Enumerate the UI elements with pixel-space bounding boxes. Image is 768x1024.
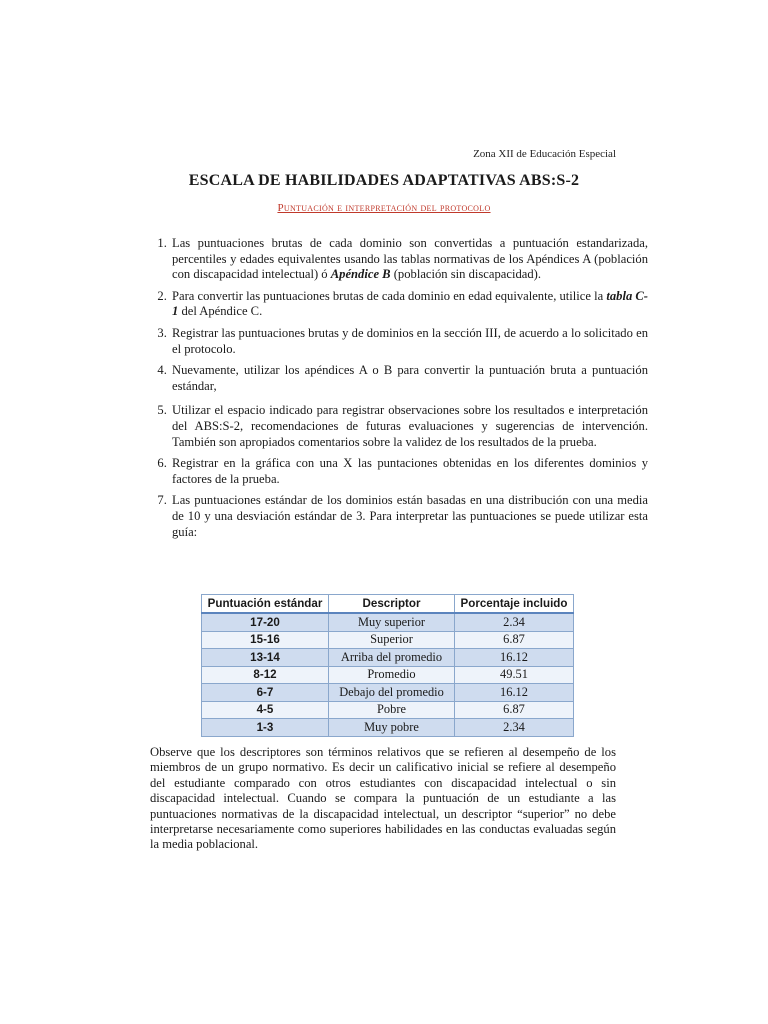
table-row: [202, 684, 574, 702]
item-emphasis: tabla C-1: [172, 288, 648, 319]
header-descriptor: Descriptor: [329, 595, 455, 614]
document-subtitle: Puntuación e interpretación del protocolo: [277, 202, 491, 214]
cell-percentage: 2.34: [455, 719, 574, 737]
instructions-list: [146, 236, 648, 546]
table-row: [202, 719, 574, 737]
table-row: [202, 613, 574, 631]
list-item: [170, 236, 648, 283]
cell-percentage: 49.51: [455, 666, 574, 684]
table-row: [202, 631, 574, 649]
table-row: [202, 701, 574, 719]
cell-descriptor: Muy superior: [329, 613, 455, 631]
cell-score: 13-14: [202, 649, 329, 667]
list-item: 4. Nuevamente, utilizar los apéndices A o B para convertir la puntuación bruta a puntuación estándar,: [170, 363, 648, 394]
item-emphasis: Apéndice B: [330, 267, 391, 282]
item-text: Para convertir las puntuaciones brutas de cada dominio en edad equivalente, utilice la: [172, 288, 607, 303]
list-item: 3. Registrar las puntuaciones brutas y de dominios en la sección III, de acuerdo a lo solicitado en el protocolo.: [170, 326, 648, 357]
cell-percentage: 6.87: [455, 631, 574, 649]
cell-percentage: 16.12: [455, 684, 574, 702]
cell-score: 6-7: [202, 684, 329, 702]
cell-percentage: 6.87: [455, 701, 574, 719]
header-percentage: Porcentaje incluido: [455, 595, 574, 614]
zone-header: Zona XII de Educación Especial: [473, 148, 616, 160]
cell-score: 8-12: [202, 666, 329, 684]
cell-descriptor: Arriba del promedio: [329, 649, 455, 667]
cell-percentage: 2.34: [455, 613, 574, 631]
item-text: Las puntuaciones brutas de cada dominio son convertidas a puntuación estandarizada, percentiles y edades equivalentes usando las tablas normativas de los Apéndices A (población con discapacidad intelectual) ó: [172, 236, 648, 282]
cell-descriptor: Pobre: [329, 701, 455, 719]
cell-score: 15-16: [202, 631, 329, 649]
list-item: [170, 289, 648, 320]
cell-descriptor: Superior: [329, 631, 455, 649]
cell-descriptor: Promedio: [329, 666, 455, 684]
item-text: del Apéndice C.: [178, 304, 263, 319]
list-item: 5. Utilizar el espacio indicado para registrar observaciones sobre los resultados e interpretación del ABS:S-2, recomendaciones de futuras evaluaciones y sugerencias de intervención. También son apropiados comentarios sobre la validez de los resultados de la prueba.: [170, 403, 648, 450]
table-row: [202, 666, 574, 684]
item-text: (población sin discapacidad).: [390, 267, 541, 282]
standard-score-table: [201, 594, 574, 737]
list-item: 6. Registrar en la gráfica con una X las puntaciones obtenidas en los diferentes dominios y factores de la prueba.: [170, 456, 648, 487]
cell-descriptor: Debajo del promedio: [329, 684, 455, 702]
cell-percentage: 16.12: [455, 649, 574, 667]
cell-score: 1-3: [202, 719, 329, 737]
cell-score: 17-20: [202, 613, 329, 631]
table-row: [202, 649, 574, 667]
closing-paragraph: Observe que los descriptores son términos relativos que se refieren al desempeño de los miembros de un grupo normativo. Es decir un calificativo inicial se refiere al desempeño del estudiante comparado con otros estudiantes con discapacidad intelectual o sin discapacidad intelectual. Cuando se compara la puntuación de un estudiante a las puntuaciones normativas de la discapacidad intelectual, un descriptor “superior” no debe interpretarse necesariamente como superiores habilidades en las conductas evaluadas según la media poblacional.: [150, 745, 616, 852]
list-item: 7. Las puntuaciones estándar de los dominios están basadas en una distribución con una media de 10 y una desviación estándar de 3. Para interpretar las puntuaciones se puede utilizar esta guía:: [170, 493, 648, 540]
cell-descriptor: Muy pobre: [329, 719, 455, 737]
document-title: ESCALA DE HABILIDADES ADAPTATIVAS ABS:S-2: [188, 172, 580, 189]
table-header-row: [202, 595, 574, 614]
header-standard-score: Puntuación estándar: [202, 595, 329, 614]
cell-score: 4-5: [202, 701, 329, 719]
